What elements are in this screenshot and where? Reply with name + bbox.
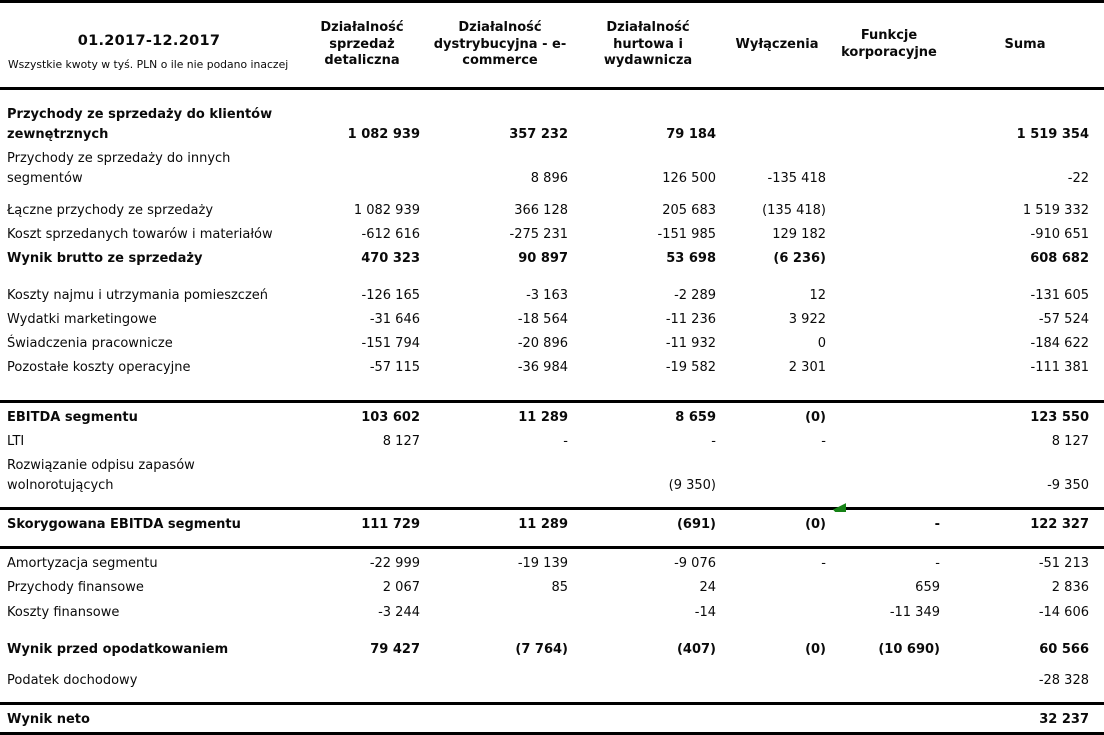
cell-value: 2 836: [1051, 580, 1089, 596]
cell-value: 205 683: [662, 202, 716, 218]
column-header: Działalność hurtowa i wydawnicza: [603, 19, 693, 69]
cell-value: -14: [694, 604, 716, 620]
column-header: Działalność dystrybucyjna - e-commerce: [433, 19, 567, 69]
cell-value: 85: [551, 580, 568, 596]
cell-value: 8 127: [382, 433, 420, 449]
row-label: Skorygowana EBITDA segmentu: [0, 509, 298, 548]
table-row: [0, 247, 1104, 271]
row-label: Pozostałe koszty operacyjne: [7, 360, 191, 376]
cell-value: 470 323: [361, 250, 420, 266]
cell-value: -131 605: [1030, 287, 1089, 303]
cell-value: 1 519 332: [1022, 202, 1089, 218]
cell-value: [832, 332, 946, 356]
table-row: [0, 509, 1104, 548]
cell-value: -28 328: [1038, 672, 1089, 688]
cell-value: -31 646: [369, 312, 420, 328]
table-row: [0, 223, 1104, 247]
cell-value: -: [821, 433, 826, 449]
table-row: [0, 548, 1104, 577]
row-label: Wynik brutto ze sprzedaży: [7, 250, 203, 266]
cell-value: [722, 703, 832, 733]
row-label: Koszty finansowe: [7, 604, 120, 620]
row-label: Podatek dochodowy: [7, 672, 138, 688]
cell-value: [426, 454, 574, 509]
cell-value: [832, 192, 946, 223]
cell-value: [832, 430, 946, 454]
cell-value: -135 418: [767, 171, 826, 187]
cell-value: [722, 576, 832, 600]
row-label: Koszt sprzedanych towarów i materiałów: [7, 226, 273, 242]
cell-value: (0): [805, 641, 826, 657]
cell-value: 123 550: [946, 401, 1104, 430]
cell-value: 79 184: [666, 127, 716, 143]
header-row: [0, 2, 1104, 89]
column-header: Wyłączenia: [735, 36, 819, 52]
cell-value: 8 896: [530, 171, 568, 187]
cell-value: -184 622: [1030, 336, 1089, 352]
cell-value: [832, 89, 946, 148]
cell-value: -57 115: [369, 360, 420, 376]
column-header: Funkcje korporacyjne: [841, 28, 937, 60]
cell-value: -22: [1067, 171, 1089, 187]
table-row: [0, 454, 1104, 509]
cell-value: -11 349: [889, 604, 940, 620]
row-label: Łączne przychody ze sprzedaży: [7, 202, 214, 218]
row-label: Wydatki marketingowe: [7, 312, 157, 328]
cell-value: [298, 662, 426, 704]
table-row: [0, 601, 1104, 625]
cell-value: (6 236): [773, 250, 826, 266]
table-row: [0, 401, 1104, 430]
row-label: Koszty najmu i utrzymania pomieszczeń: [7, 287, 269, 303]
cell-value: 8 127: [1051, 433, 1089, 449]
row-label: Przychody ze sprzedaży do innych segmentów: [7, 151, 231, 187]
cell-value: [832, 147, 946, 191]
cell-value: [832, 662, 946, 704]
cell-value: [298, 703, 426, 733]
cell-value: 103 602: [298, 401, 426, 430]
cell-value: [426, 703, 574, 733]
row-label: Przychody finansowe: [7, 580, 144, 596]
cell-value: -36 984: [517, 360, 568, 376]
row-label: Wynik przed opodatkowaniem: [7, 641, 229, 657]
row-label: Wynik neto: [0, 703, 298, 733]
cell-value: -: [832, 509, 946, 548]
cell-value: -19 582: [665, 360, 716, 376]
cell-value: [298, 147, 426, 191]
table-row: [0, 576, 1104, 600]
cell-value: 60 566: [1039, 641, 1089, 657]
cell-value: -111 381: [1030, 360, 1089, 376]
cell-value: -11 932: [665, 336, 716, 352]
table-row: [0, 308, 1104, 332]
cell-value: 3 922: [788, 312, 826, 328]
cell-value: [832, 223, 946, 247]
cell-value: [298, 454, 426, 509]
cell-value: 366 128: [514, 202, 568, 218]
cell-value: 357 232: [509, 127, 568, 143]
cell-value: [722, 454, 832, 509]
cell-value: [574, 703, 722, 733]
cell-value: -51 213: [946, 548, 1104, 577]
cell-value: [832, 271, 946, 308]
cell-value: -151 985: [657, 226, 716, 242]
cell-value: (0): [722, 509, 832, 548]
cell-value: 2 301: [788, 360, 826, 376]
cell-value: 2 067: [382, 580, 420, 596]
table-row: [0, 89, 1104, 148]
cell-value: -18 564: [517, 312, 568, 328]
cell-value: 1 082 939: [347, 127, 420, 143]
units-note: Wszystkie kwoty w tyś. PLN o ile nie podano inaczej: [8, 57, 289, 71]
table-row: [0, 356, 1104, 401]
cell-value: -: [711, 433, 716, 449]
cell-value: (9 350): [668, 477, 716, 493]
cell-value: 0: [817, 336, 826, 352]
cell-value: 659: [915, 580, 940, 596]
cell-value: [426, 662, 574, 704]
table-row: [0, 703, 1104, 733]
cell-value: 90 897: [518, 250, 568, 266]
cell-value: (7 764): [515, 641, 568, 657]
cell-value: -910 651: [1030, 226, 1089, 242]
cell-value: 1 082 939: [353, 202, 420, 218]
cell-value: [574, 662, 722, 704]
cell-value: -9 076: [574, 548, 722, 577]
cell-value: -57 524: [1038, 312, 1089, 328]
cell-value: -11 236: [665, 312, 716, 328]
table-row: [0, 332, 1104, 356]
table-header: [0, 2, 1104, 89]
row-label: LTI: [7, 433, 25, 449]
table-row: [0, 271, 1104, 308]
cell-value: -22 999: [298, 548, 426, 577]
cell-value: -126 165: [361, 287, 420, 303]
table-row: [0, 662, 1104, 704]
cell-value: -: [722, 548, 832, 577]
cell-value: -19 139: [426, 548, 574, 577]
table-body: [0, 89, 1104, 734]
row-label: EBITDA segmentu: [0, 401, 298, 430]
cell-value: -3 244: [378, 604, 420, 620]
cell-value: 608 682: [1030, 250, 1089, 266]
table-row: [0, 625, 1104, 662]
cell-value: 8 659: [574, 401, 722, 430]
row-label: Przychody ze sprzedaży do klientów zewnętrznych: [7, 107, 273, 143]
cell-value: -2 289: [674, 287, 716, 303]
period-header-cell: [0, 2, 298, 89]
cell-value: (135 418): [762, 202, 826, 218]
row-label: Rozwiązanie odpisu zapasów wolnorotujących: [7, 457, 195, 493]
cell-value: -275 231: [509, 226, 568, 242]
cell-value: [832, 454, 946, 509]
cell-value: (0): [722, 401, 832, 430]
cell-value: 32 237: [946, 703, 1104, 733]
cell-value: -20 896: [517, 336, 568, 352]
cell-value: [832, 356, 946, 401]
cell-value: -: [832, 548, 946, 577]
cell-value: 111 729: [298, 509, 426, 548]
table-row: [0, 147, 1104, 191]
cell-value: [722, 89, 832, 148]
table-row: [0, 192, 1104, 223]
cell-value: 24: [699, 580, 716, 596]
cell-value: [832, 308, 946, 332]
cell-value: [722, 601, 832, 625]
cell-value: [832, 247, 946, 271]
cell-value: 79 427: [370, 641, 420, 657]
cell-value: -: [563, 433, 568, 449]
cell-value: [832, 401, 946, 430]
cell-value: -151 794: [361, 336, 420, 352]
cell-value: 11 289: [426, 401, 574, 430]
cell-value: [426, 601, 574, 625]
cell-value: -3 163: [526, 287, 568, 303]
cell-value: 11 289: [426, 509, 574, 548]
cell-value: [832, 703, 946, 733]
cell-value: [722, 662, 832, 704]
cell-value: 126 500: [662, 171, 716, 187]
cell-value: 12: [809, 287, 826, 303]
cell-value: 1 519 354: [1016, 127, 1089, 143]
period-title: 01.2017-12.2017: [77, 33, 221, 50]
cell-value: (407): [676, 641, 716, 657]
cell-value: 53 698: [666, 250, 716, 266]
row-label: Amortyzacja segmentu: [0, 548, 298, 577]
column-header: Suma: [1004, 36, 1046, 52]
cell-value: (691): [574, 509, 722, 548]
cell-value: -612 616: [361, 226, 420, 242]
cell-value: (10 690): [878, 641, 940, 657]
cell-value: 129 182: [772, 226, 826, 242]
cell-value: -14 606: [1038, 604, 1089, 620]
column-header: Działalność sprzedaż detaliczna: [320, 19, 404, 69]
cell-value: -9 350: [1047, 477, 1089, 493]
cell-value: 122 327: [946, 509, 1104, 548]
row-label: Świadczenia pracownicze: [7, 336, 173, 352]
table-row: [0, 430, 1104, 454]
